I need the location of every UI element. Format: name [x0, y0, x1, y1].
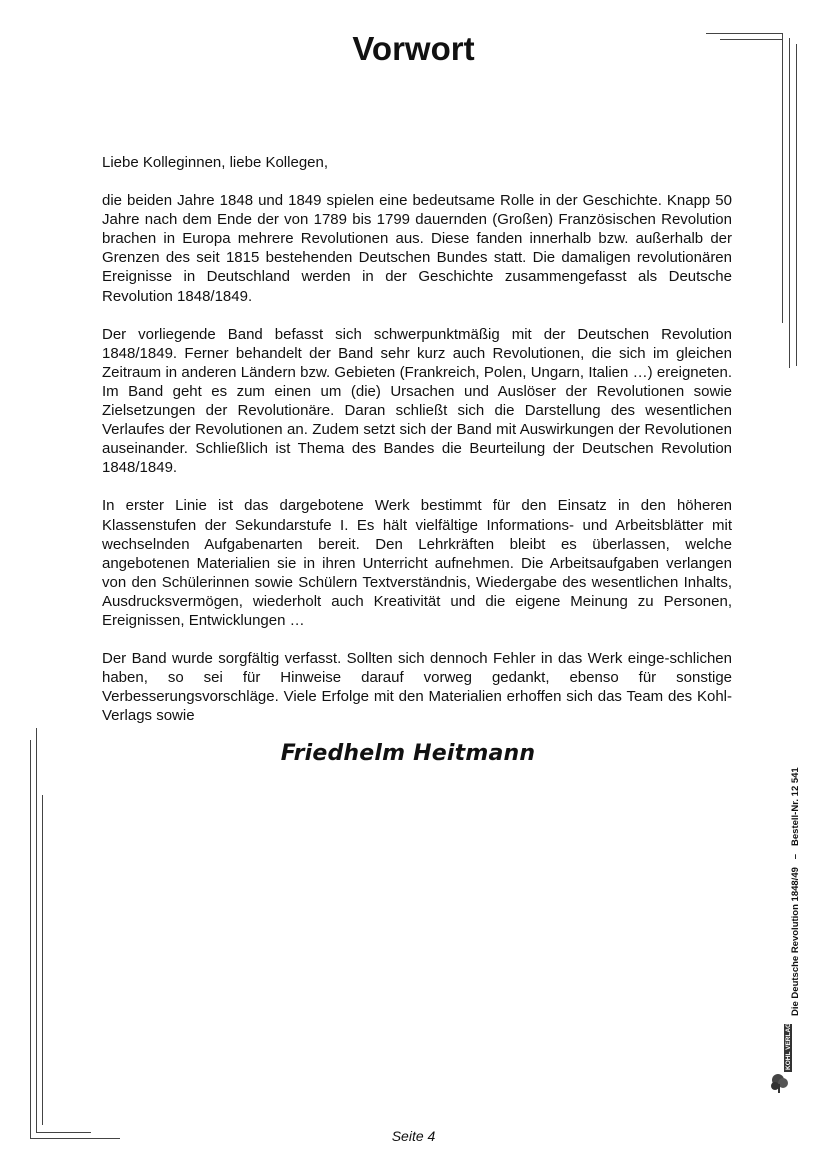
frame-right-v3	[796, 44, 797, 366]
svg-text:KOHL VERLAG: KOHL VERLAG	[785, 1022, 792, 1070]
frame-left-v3	[42, 795, 43, 1125]
frame-top-right-h1	[706, 33, 782, 34]
tree-logo-icon	[770, 1022, 792, 1094]
frame-right-v1	[782, 33, 783, 323]
page-title: Vorwort	[352, 30, 475, 67]
sidebar-order-number: Bestell-Nr. 12 541	[790, 767, 801, 846]
paragraph-1: die beiden Jahre 1848 und 1849 spielen eine bedeutsame Rolle in der Geschichte. Knapp 50 Jahre nach dem Ende der von 1789 bis 1799 dauernden (Großen) Französischen Revolution brachen in Europa mehrere Revolutionen aus. Diese fanden innerhalb bzw. außerhalb der Grenzen des seit 1815 bestehenden Deutschen Bundes statt. Die damaligen revolutionären Ereignisse in Deutschland werden in der Geschichte zusammengefasst als Deutsche Revolution 1848/1849.	[102, 192, 732, 305]
sidebar-separator: –	[790, 853, 801, 860]
greeting: Liebe Kolleginnen, liebe Kollegen,	[102, 154, 329, 171]
paragraph-3: In erster Linie ist das dargebotene Werk bestimmt für den Einsatz in den höheren Klassenstufen der Sekundarstufe I. Es hält vielfältige Informations- und Arbeitsblätter mit wechselnden Aufgabenarten bereit. Den Lehrkräften bleibt es überlassen, welche angebotenen Materialien sie in ihren Unterricht aufnehmen. Die Arbeitsaufgaben verlangen von den Schülerinnen sowie Schülern Textverständnis, Wiedergabe des wesentlichen Inhalts, Ausdrucksvermögen, wiederholt auch Kreativität und die eigene Meinung zu Personen, Ereignissen, Entwicklungen …	[102, 497, 732, 629]
signature: Friedhelm Heitmann	[280, 741, 536, 766]
frame-left-v1	[30, 740, 31, 1138]
frame-top-right-h2	[720, 39, 782, 40]
body-text	[102, 153, 732, 725]
paragraph-2: Der vorliegende Band befasst sich schwerpunktmäßig mit der Deutschen Revolution 1848/1849. Ferner behandelt der Band sehr kurz auch Revolutionen, die sich im gleichen Zeitraum in anderen Ländern bzw. Gebieten (Frankreich, Polen, Ungarn, Italien …) ereigneten. Im Band geht es zum einen um (die) Ursachen und Auslöser der Revolutionen sowie Zielsetzungen der Revolutionäre. Daran schließt sich die Darstellung des wesentlichen Verlaufes der Revolutionen an. Zudem setzt sich der Band mit Auswirkungen der Revolutionen auseinander. Schließlich ist Thema des Bandes die Beurteilung der Deutschen Revolution 1848/1849.	[102, 325, 732, 477]
publisher-logo	[770, 1022, 792, 1094]
frame-right-v2	[789, 38, 790, 368]
frame-left-v2	[36, 728, 37, 1132]
sidebar-caption	[790, 767, 801, 1016]
page-number: Seite 4	[391, 1128, 436, 1144]
paragraph-4: Der Band wurde sorgfältig verfasst. Sollten sich dennoch Fehler in das Werk einge-schlichen haben, so sei für Hinweise darauf vorweg gedankt, ebenso für sonstige Verbesserungsvorschläge. Viele Erfolge mit den Materialien erhoffen sich das Team des Kohl-Verlags sowie	[102, 650, 732, 725]
sidebar-book-title: Die Deutsche Revolution 1848/49	[790, 867, 801, 1016]
